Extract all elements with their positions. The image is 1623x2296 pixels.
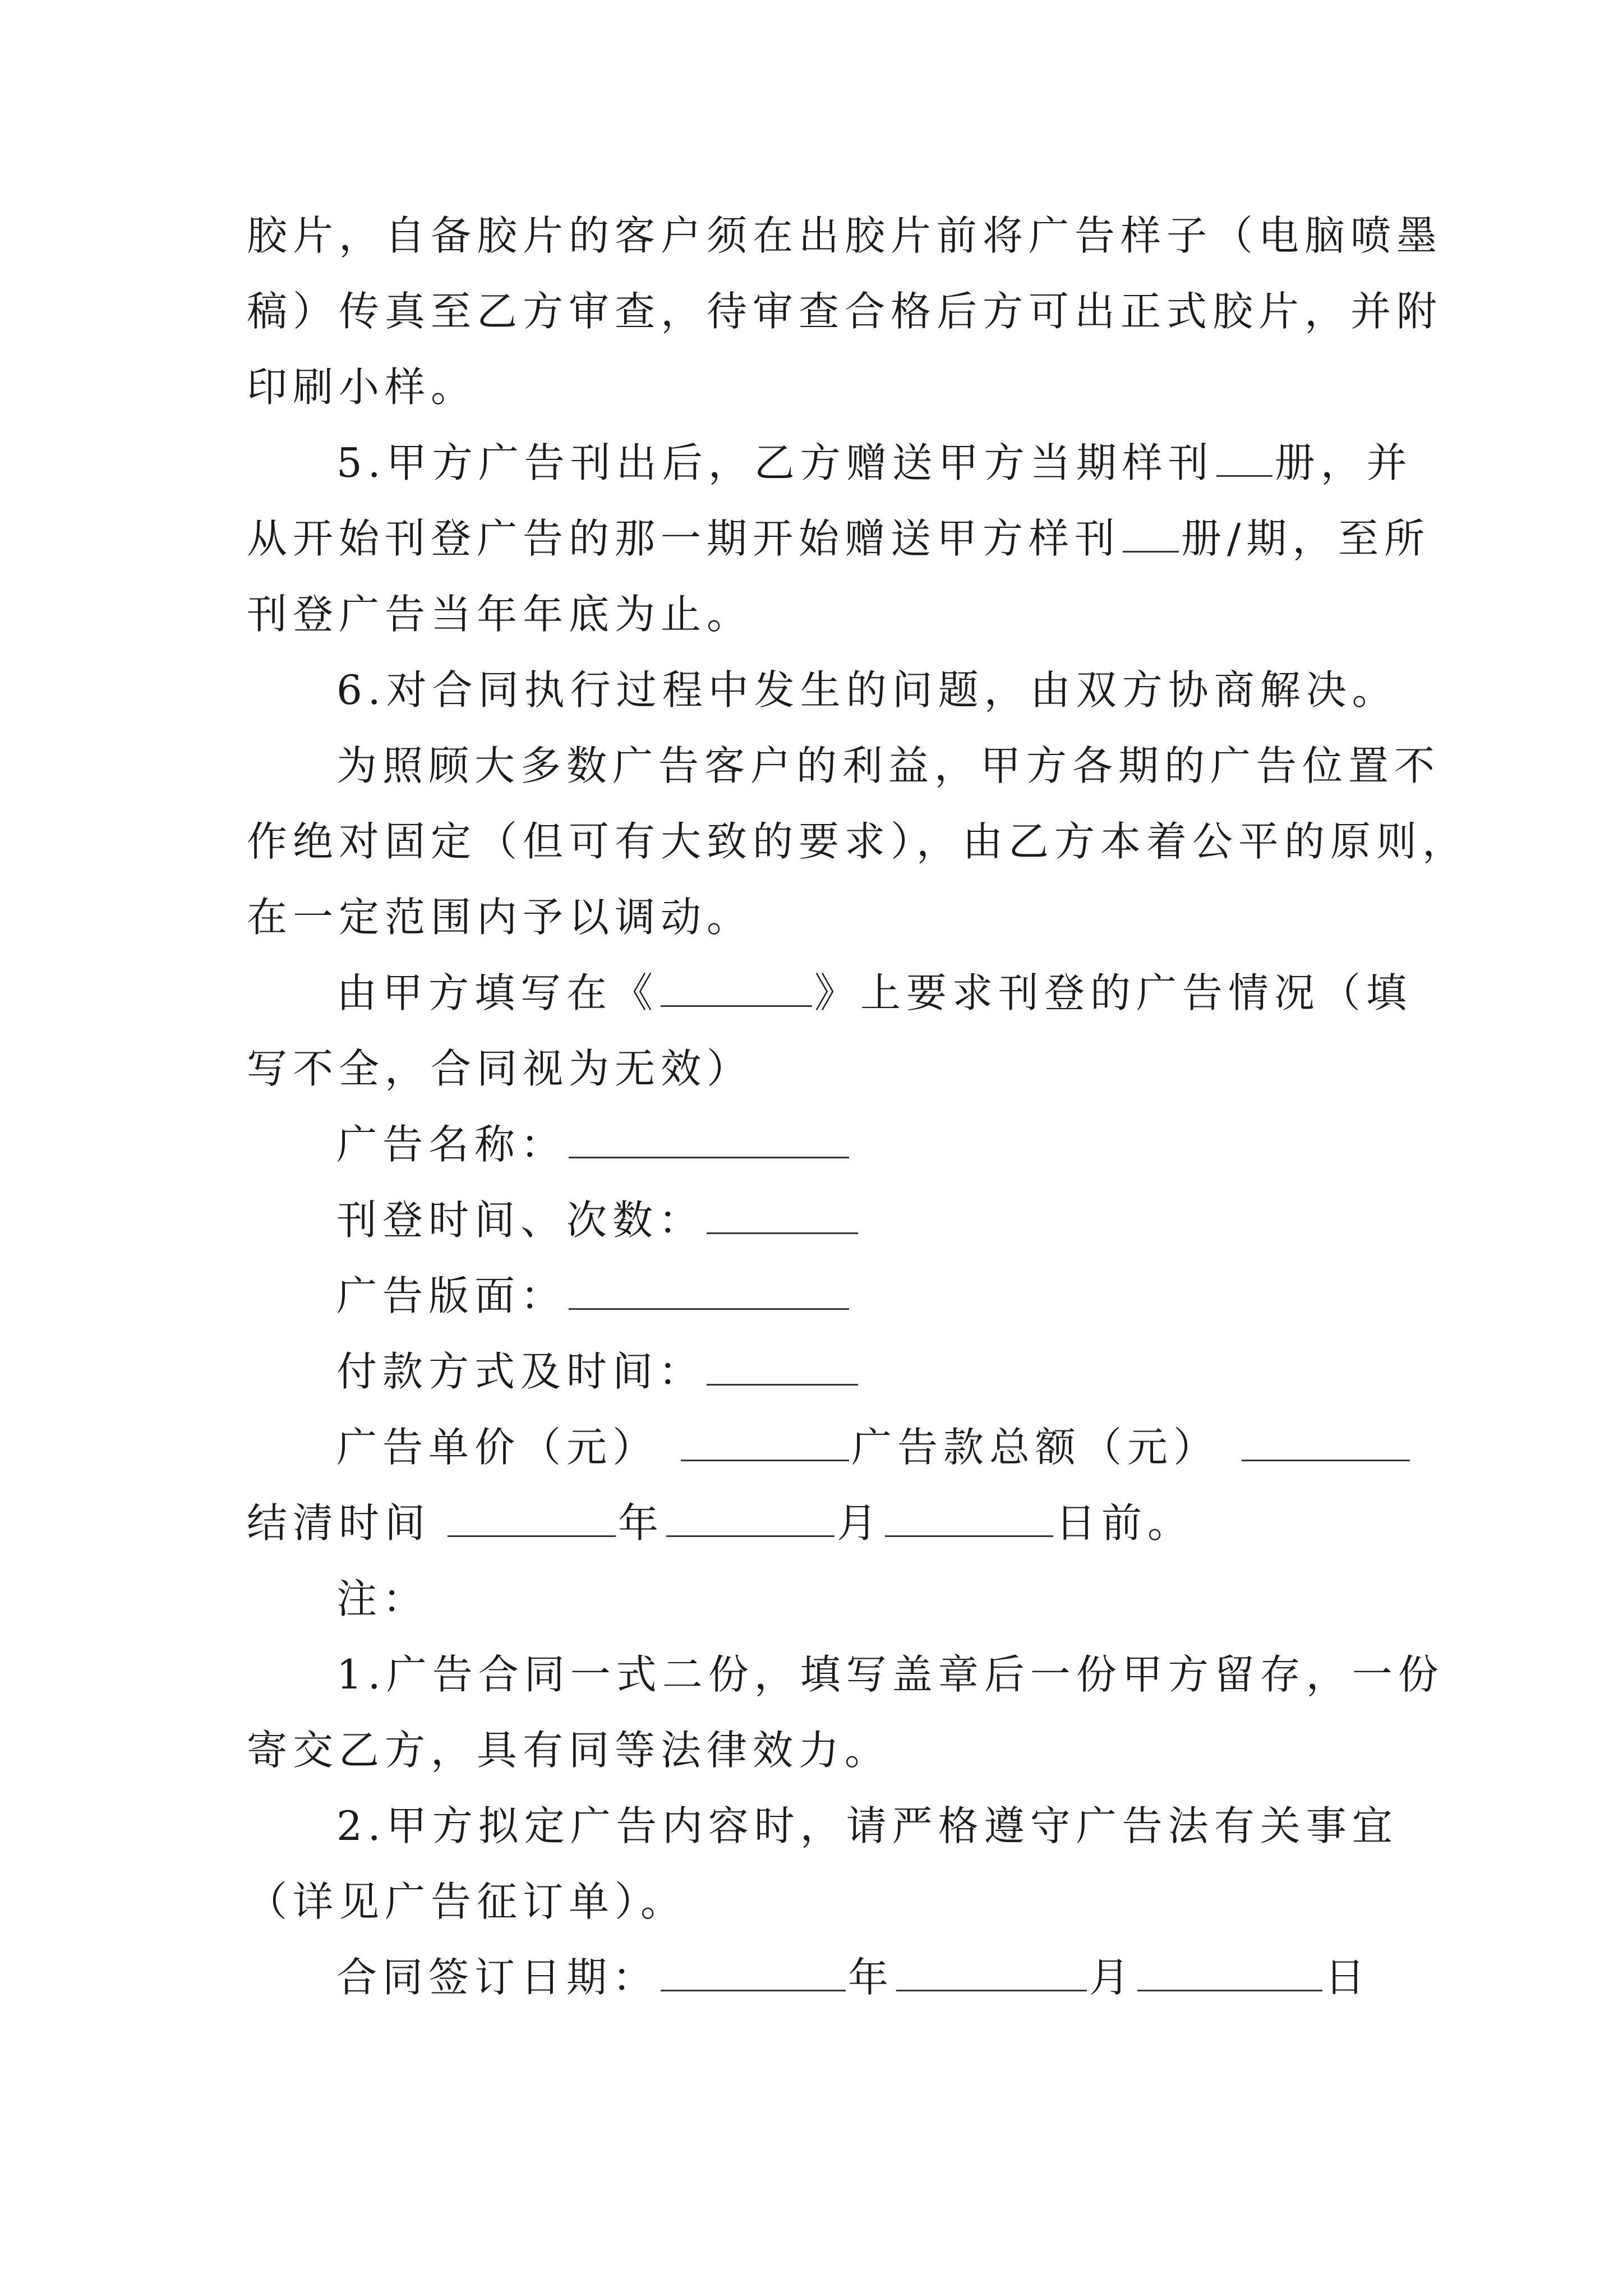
unit-price-blank[interactable] xyxy=(681,1420,849,1461)
fill-paragraph-line-1 xyxy=(336,965,1412,1021)
item-5-text: 册，并 xyxy=(1274,439,1413,486)
sample-copies-per-issue-blank[interactable] xyxy=(1123,512,1179,553)
ad-name-label: 广告名称： xyxy=(336,1121,567,1168)
signing-date-label: 合同签订日期： xyxy=(336,1954,659,2001)
note-2-line: （详见广告征订单）。 xyxy=(247,1878,687,1925)
paragraph-line: 在一定范围内予以调动。 xyxy=(247,894,753,941)
settle-month-blank[interactable] xyxy=(666,1496,834,1537)
item-5-line-1 xyxy=(336,435,1413,491)
notes-heading: 注： xyxy=(336,1575,429,1622)
publish-time-label: 刊登时间、次数： xyxy=(336,1197,705,1244)
fill-text: 由甲方填写在《 xyxy=(336,969,659,1016)
layout-blank[interactable] xyxy=(569,1269,849,1310)
publish-time-blank[interactable] xyxy=(707,1193,858,1234)
signing-day-blank[interactable] xyxy=(1137,1950,1322,1991)
total-blank[interactable] xyxy=(1242,1420,1410,1461)
settle-year-label: 年 xyxy=(618,1499,665,1547)
item-5-line-2 xyxy=(247,510,1430,567)
sample-copies-blank[interactable] xyxy=(1216,436,1272,477)
settle-year-blank[interactable] xyxy=(448,1496,616,1537)
ad-name-blank[interactable] xyxy=(569,1117,849,1158)
form-name-blank[interactable] xyxy=(661,966,812,1007)
total-label: 广告款总额（元） xyxy=(851,1424,1220,1471)
publish-time-field xyxy=(336,1192,860,1248)
item-6-line: 6.对合同执行过程中发生的问题，由双方协商解决。 xyxy=(336,666,1398,714)
settle-day-blank[interactable] xyxy=(885,1496,1053,1537)
layout-field xyxy=(336,1268,851,1324)
signing-date-field xyxy=(336,1949,1371,2005)
paragraph-line: 为照顾大多数广告客户的利益，甲方各期的广告位置不 xyxy=(336,742,1441,789)
settle-month-label: 月 xyxy=(837,1499,883,1547)
signing-year-blank[interactable] xyxy=(661,1950,846,1991)
settle-field xyxy=(247,1495,1193,1551)
price-field xyxy=(336,1419,1412,1475)
paragraph-line: 印刷小样。 xyxy=(247,364,477,411)
layout-label: 广告版面： xyxy=(336,1272,567,1319)
unit-price-label: 广告单价（元） xyxy=(336,1424,659,1471)
signing-year-label: 年 xyxy=(848,1954,895,2001)
signing-month-label: 月 xyxy=(1089,1954,1136,2001)
note-1-line: 寄交乙方，具有同等法律效力。 xyxy=(247,1727,891,1774)
signing-day-label: 日 xyxy=(1325,1954,1371,2001)
paragraph-line: 胶片，自备胶片的客户须在出胶片前将广告样子（电脑喷墨 xyxy=(247,212,1443,259)
item-5-line-3: 刊登广告当年年底为止。 xyxy=(247,591,753,638)
settle-label: 结清时间 xyxy=(247,1499,431,1547)
item-5-text: 5.甲方广告刊出后，乙方赠送甲方当期样刊 xyxy=(336,439,1214,486)
signing-month-blank[interactable] xyxy=(896,1950,1087,1991)
payment-blank[interactable] xyxy=(707,1345,858,1386)
item-5-text: 从开始刊登广告的那一期开始赠送甲方样刊 xyxy=(247,515,1121,562)
settle-day-label: 日前。 xyxy=(1055,1499,1194,1547)
note-2-line: 2.甲方拟定广告内容时，请严格遵守广告法有关事宜 xyxy=(336,1802,1398,1849)
fill-text: 》上要求刊登的广告情况（填 xyxy=(814,969,1413,1016)
note-1-line: 1.广告合同一式二份，填写盖章后一份甲方留存，一份 xyxy=(336,1651,1444,1698)
payment-label: 付款方式及时间： xyxy=(336,1348,705,1395)
paragraph-line: 稿）传真至乙方审查，待审查合格后方可出正式胶片，并附 xyxy=(247,288,1443,335)
payment-field xyxy=(336,1343,860,1400)
item-5-text: 册/期，至所 xyxy=(1181,515,1431,562)
fill-paragraph-line-2: 写不全，合同视为无效） xyxy=(247,1045,753,1092)
paragraph-line: 作绝对固定（但可有大致的要求），由乙方本着公平的原则， xyxy=(247,818,1469,865)
ad-name-field xyxy=(336,1116,851,1172)
